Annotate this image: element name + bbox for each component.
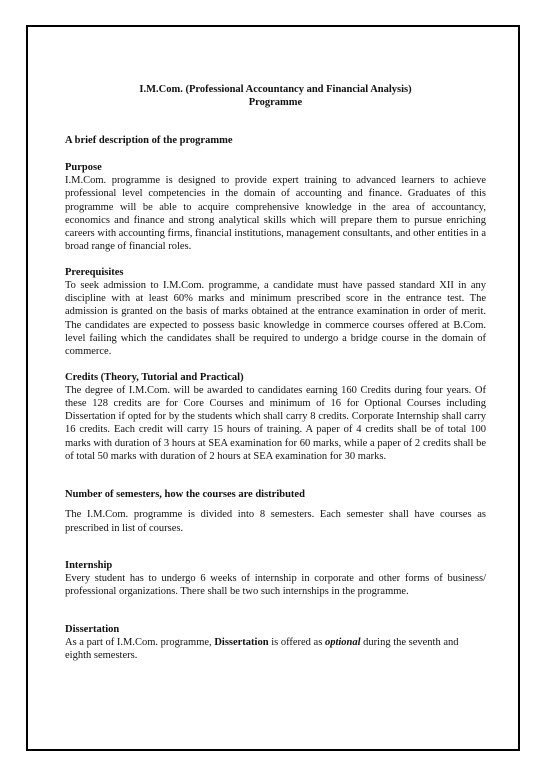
prerequisites-section (65, 266, 486, 359)
purpose-section (65, 161, 486, 254)
document-title (65, 83, 486, 109)
purpose-text: I.M.Com. programme is designed to provide expert training to advanced learners to achieve professional level competencies in the domain of accounting and finance. Graduates of this programme will be able to acquire comprehensive knowledge in the area of accountancy, economics and finance and strong analytical skills which will prepare them to pursue enriching careers with accounting firms, financial institutions, management consultants, and other entities in a broad range of financial roles. (65, 175, 486, 253)
semesters-text: The I.M.Com. programme is divided into 8 semesters. Each semester shall have courses as prescribed in list of courses. (65, 509, 486, 534)
internship-section (65, 559, 486, 599)
credits-heading: Credits (Theory, Tutorial and Practical) (65, 371, 244, 383)
dissertation-text-after: during the seventh and eighth semesters. (65, 636, 459, 661)
internship-text: Every student has to undergo 6 weeks of internship in corporate and other forms of business/ professional organizations. There shall be two such internships in the programme. (65, 572, 486, 598)
semesters-heading: Number of semesters, how the courses are distributed (65, 489, 305, 501)
credits-section (65, 371, 486, 464)
dissertation-text (65, 636, 486, 663)
title-line-1: I.M.Com. (Professional Accountancy and Financial Analysis) (139, 84, 412, 95)
dissertation-emphasis-word: optional (324, 636, 361, 648)
credits-text: The degree of I.M.Com. will be awarded to candidates earning 160 Credits during four years. Of these 128 credits are for Core Courses and minimum of 16 for Optional Courses including Dissertation if opted for by the students which shall carry 8 credits. Corporate Internship shall carry 16 credits. Each credit will carry 15 hours of training. A paper of 4 credits shall be of total 100 marks with duration of 3 hours at SEA examination for 60 marks, while a paper of 2 credits shall be of total 50 marks with duration of 2 hours at SEA examination for 30 marks. (65, 384, 486, 463)
dissertation-text-before: As a part of I.M.Com. programme, (65, 636, 215, 648)
dissertation-text-middle: is offered as (268, 636, 325, 648)
dissertation-section (65, 623, 486, 663)
title-line-2: Programme (248, 97, 303, 108)
document-body (65, 83, 486, 662)
brief-description-heading: A brief description of the programme (65, 135, 233, 146)
prerequisites-text: To seek admission to I.M.Com. programme, a candidate must have passed standard XII in any discipline with at least 60% marks and minimum prescribed score in the entrance test. The admission is granted on the basis of marks obtained at the entrance examination in order of merit. The candidates are expected to possess basic knowledge in commerce courses offered at B.Com. level failing which the candidates shall be required to undergo a bridge course in the domain of commerce. (65, 279, 486, 358)
internship-heading: Internship (65, 559, 113, 571)
dissertation-heading: Dissertation (65, 623, 120, 635)
purpose-heading: Purpose (65, 162, 102, 173)
dissertation-bold-word: Dissertation (214, 636, 269, 648)
semesters-section (65, 488, 486, 535)
prerequisites-heading: Prerequisites (65, 266, 124, 278)
